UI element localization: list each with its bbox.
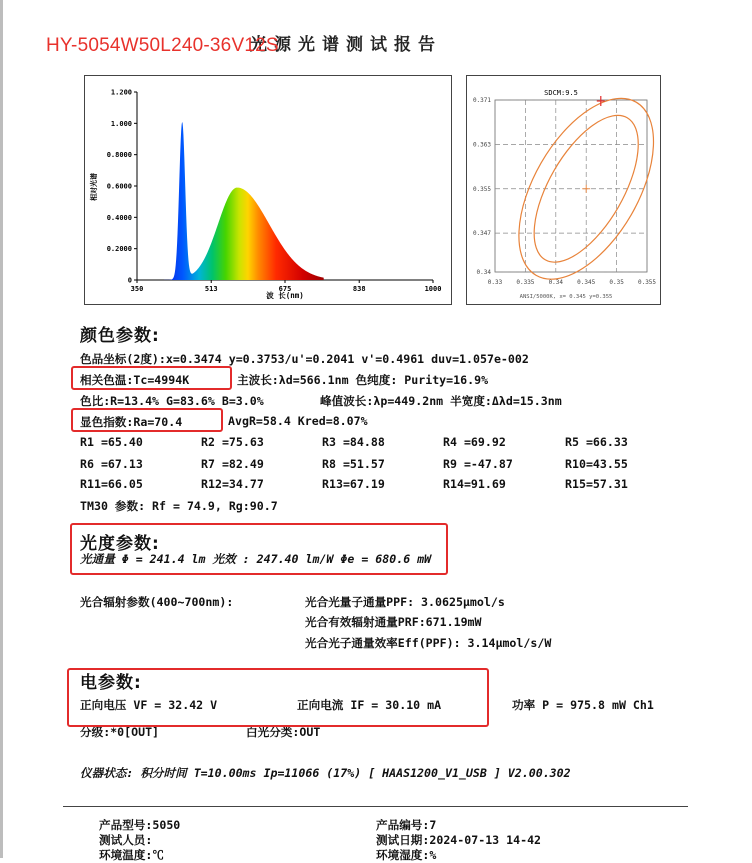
footer-divider bbox=[63, 806, 688, 807]
highlight-cct bbox=[71, 366, 232, 390]
y-tick-label: 0.371 bbox=[472, 97, 491, 104]
cie-chart bbox=[467, 76, 660, 304]
highlight-cri bbox=[71, 408, 223, 432]
r-value: R15=57.31 bbox=[565, 477, 628, 491]
y-tick-label: 0.347 bbox=[472, 230, 491, 238]
x-tick-label: 0.33 bbox=[487, 279, 503, 286]
highlight-photometric bbox=[70, 523, 448, 575]
cie-chart-panel bbox=[466, 75, 661, 305]
avg-r-kred: AvgR=58.4 Kred=8.07% bbox=[228, 414, 368, 428]
y-tick-label: 0.6000 bbox=[106, 182, 132, 191]
spectrum-chart-panel bbox=[84, 75, 452, 305]
x-tick-label: 0.34 bbox=[548, 279, 564, 286]
model-code-annotation: HY-5054W50L240-36V12S bbox=[46, 35, 279, 56]
cie-plot-frame bbox=[495, 100, 647, 272]
r-value: R7 =82.49 bbox=[201, 457, 264, 471]
forward-current: 正向电流 IF = 30.10 mA bbox=[297, 698, 442, 712]
page-edge bbox=[0, 0, 3, 858]
r-value: R10=43.55 bbox=[565, 457, 628, 471]
photometric-values: 光通量 Φ = 241.4 lm 光效 : 247.40 lm/W Φe = 680.6 mW bbox=[80, 552, 432, 566]
grade-value: 分级:*0[OUT] bbox=[80, 725, 160, 739]
test-date: 测试日期:2024-07-13 14-42 bbox=[376, 833, 542, 847]
r-value: R3 =84.88 bbox=[322, 435, 385, 449]
par-prf: 光合有效辐射通量PRF:671.19mW bbox=[305, 615, 482, 629]
instrument-status: 仪器状态: 积分时间 T=10.00ms Ip=11066 (17%) [ HAAS1200_V1_USB ] V2.00.302 bbox=[80, 766, 571, 780]
par-label: 光合辐射参数(400~700nm): bbox=[80, 595, 234, 609]
peak-wavelength: 峰值波长:λp=449.2nm 半宽度:Δλd=15.3nm bbox=[320, 394, 562, 408]
dominant-wavelength: 主波长:λd=566.1nm 色纯度: Purity=16.9% bbox=[237, 373, 489, 387]
x-tick-label: 0.35 bbox=[609, 279, 624, 286]
electrical-heading: 电参数: bbox=[80, 673, 142, 693]
r-value: R6 =67.13 bbox=[80, 457, 143, 471]
photometric-heading: 光度参数: bbox=[80, 534, 160, 554]
spectrum-xlabel: 波 长(nm) bbox=[266, 291, 304, 300]
ambient-temp: 环境温度:℃ bbox=[99, 848, 164, 862]
report-title: 光源光谱测试报告 bbox=[250, 35, 442, 55]
white-class: 白光分类:OUT bbox=[246, 725, 321, 739]
r-value: R13=67.19 bbox=[322, 477, 385, 491]
r-value: R4 =69.92 bbox=[443, 435, 506, 449]
r-value: R1 =65.40 bbox=[80, 435, 143, 449]
spectrum-chart bbox=[85, 76, 451, 304]
x-tick-label: 0.345 bbox=[577, 279, 596, 286]
highlight-electrical bbox=[67, 668, 489, 727]
par-eff: 光合光子通量效率Eff(PPF): 3.14μmol/s/W bbox=[305, 636, 552, 650]
x-tick-label: 838 bbox=[352, 285, 366, 293]
r-value: R9 =-47.87 bbox=[443, 457, 513, 471]
r-value: R5 =66.33 bbox=[565, 435, 628, 449]
x-tick-label: 0.355 bbox=[637, 279, 657, 286]
y-tick-label: 0 bbox=[127, 276, 132, 285]
r-value: R2 =75.63 bbox=[201, 435, 264, 449]
color-ratio: 色比:R=13.4% G=83.6% B=3.0% bbox=[80, 394, 264, 408]
cie-footer: ANSI/5000K, x= 0.345 y=0.355 bbox=[519, 294, 613, 300]
spectrum-curve bbox=[137, 122, 324, 280]
par-ppf: 光合光量子通量PPF: 3.0625μmol/s bbox=[305, 595, 505, 609]
y-tick-label: 0.2000 bbox=[106, 245, 132, 254]
spectrum-ylabel: 相对光谱 bbox=[90, 173, 98, 201]
color-params-heading: 颜色参数: bbox=[80, 326, 160, 346]
y-tick-label: 0.355 bbox=[472, 185, 491, 193]
power-value: 功率 P = 975.8 mW Ch1 bbox=[512, 698, 654, 712]
cri-value: 显色指数:Ra=70.4 bbox=[80, 415, 183, 429]
x-tick-label: 1000 bbox=[424, 285, 442, 293]
x-tick-label: 350 bbox=[130, 285, 144, 293]
forward-voltage: 正向电压 VF = 32.42 V bbox=[80, 698, 218, 712]
ambient-humidity: 环境湿度:% bbox=[376, 848, 437, 862]
y-tick-label: 0.363 bbox=[472, 141, 491, 149]
y-tick-label: 0.4000 bbox=[106, 213, 132, 222]
product-number: 产品编号:7 bbox=[376, 818, 437, 832]
r-value: R14=91.69 bbox=[443, 477, 506, 491]
x-tick-label: 0.335 bbox=[516, 279, 535, 286]
y-tick-label: 1.200 bbox=[110, 88, 132, 97]
y-tick-label: 0.34 bbox=[476, 269, 491, 276]
r-value: R12=34.77 bbox=[201, 477, 264, 491]
r-value: R11=66.05 bbox=[80, 477, 143, 491]
y-tick-label: 1.000 bbox=[110, 119, 132, 128]
r-value: R8 =51.57 bbox=[322, 457, 385, 471]
tm30-line: TM30 参数: Rf = 74.9, Rg:90.7 bbox=[80, 499, 278, 513]
cct-value: 相关色温:Tc=4994K bbox=[80, 373, 190, 387]
cie-title: SDCM:9.5 bbox=[544, 89, 578, 97]
y-tick-label: 0.8000 bbox=[106, 151, 132, 160]
tester: 测试人员: bbox=[99, 833, 153, 847]
chromaticity-line: 色品坐标(2度):x=0.3474 y=0.3753/u'=0.2041 v'=0.4961 duv=1.057e-002 bbox=[80, 352, 529, 366]
cie-axes bbox=[473, 97, 656, 286]
x-tick-label: 675 bbox=[278, 285, 292, 293]
product-model: 产品型号:5050 bbox=[99, 818, 181, 832]
x-tick-label: 513 bbox=[204, 285, 218, 293]
